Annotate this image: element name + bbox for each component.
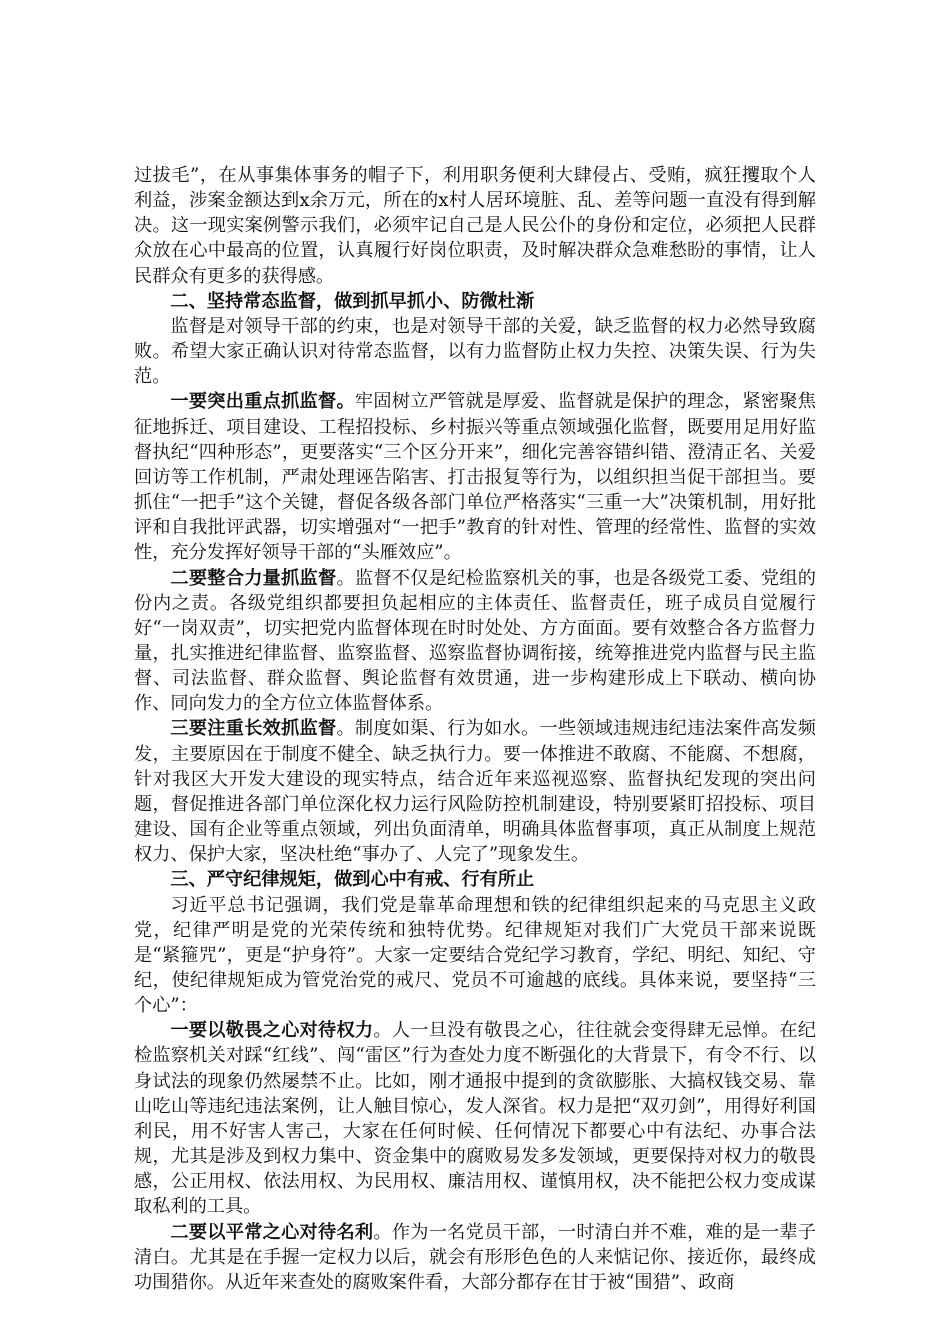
paragraph-lead: 三要注重长效抓监督 [170,718,337,740]
document-page [134,163,816,1295]
paragraph-supervision-intro: 监督是对领导干部的约束，也是对领导干部的关爱，缺乏监督的权力必然导致腐败。希望大家正确认识对待常态监督，以有力监督防止权力失控、决策失误、行为失范。 [134,315,816,388]
section-heading-3: 三、严守纪律规矩，做到心中有戒、行有所止 [170,869,535,891]
paragraph-lead: 一要以敬畏之心对待权力 [170,1020,374,1042]
paragraph-power-awe: 一要以敬畏之心对待权力。人一旦没有敬畏之心，往往就会变得肆无忌惮。在纪检监察机关对踩“红线”、闯“雷区”行为查处力度不断强化的大背景下，有令不行、以身试法的现象仍然屡禁不止。比如，刚才通报中提到的贪欲膨胀、大搞权钱交易、靠山吃山等违纪违法案例，让人触目惊心，发人深省。权力是把“双刃剑”，用得好利国利民，用不好害人害己，大家在任何时候、任何情况下都要心中有法纪、办事合法规，尤其是涉及到权力集中、资金集中的腐败易发多发领域，更要保持对权力的敬畏感，公正用权、依法用权、为民用权、廉洁用权、谨慎用权，决不能把公权力变成谋取私利的工具。 [134,1020,816,1218]
paragraph-fame-profit: 二要以平常之心对待名利。作为一名党员干部，一时清白并不难，难的是一辈子清白。尤其是在手握一定权力以后，就会有形形色色的人来惦记你、接近你，最终成功围猎你。从近年来查处的腐败案件看，大部分都存在甘于被“围猎”、政商 [134,1221,816,1293]
section-heading-2: 二、坚持常态监督，做到抓早抓小、防微杜渐 [170,290,535,312]
paragraph-key-supervision: 一要突出重点抓监督。牢固树立严管就是厚爱、监督就是保护的理念，紧密聚焦征地拆迁、项目建设、工程招投标、乡村振兴等重点领域强化监督，既要用足用好监督执纪“四种形态”，更要落实“三个区分开来”，细化完善容错纠错、澄清正名、关爱回访等工作机制，严肃处理诬告陷害、打击报复等行为，以组织担当促干部担当。要抓住“一把手”这个关键，督促各级各部门单位严格落实“三重一大”决策机制，用好批评和自我批评武器，切实增强对“一把手”教育的针对性、管理的经常性、监督的实效性，充分发挥好领导干部的“头雁效应”。 [134,391,816,564]
paragraph-lead: 二要以平常之心对待名利 [170,1221,374,1243]
paragraph-longterm-supervision: 三要注重长效抓监督。制度如渠、行为如水。一些领域违规违纪违法案件高发频发，主要原因在于制度不健全、缺乏执行力。要一体推进不敢腐、不能腐、不想腐，针对我区大开发大建设的现实特点，结合近年来巡视巡察、监督执纪发现的突出问题，督促推进各部门单位深化权力运行风险防控机制建设，特别要紧盯招投标、项目建设、国有企业等重点领域，列出负面清单，明确具体监督事项，真正从制度上规范权力、保护大家，坚决杜绝“事办了、人完了”现象发生。 [134,718,816,866]
paragraph-integrated-supervision: 二要整合力量抓监督。监督不仅是纪检监察机关的事，也是各级党工委、党组的份内之责。各级党组织都要担负起相应的主体责任、监督责任，班子成员自觉履行好“一岗双责”，切实把党内监督体现在时时处处、方方面面。要有效整合各方监督力量，扎实推进纪律监督、监察监督、巡察监督协调衔接，统筹推进党内监督与民主监督、司法监督、群众监督、舆论监督有效贯通，进一步构建形成上下联动、横向协作、同向发力的全方位立体监督体系。 [134,567,816,715]
paragraph-lead: 二要整合力量抓监督 [170,567,337,589]
paragraph-discipline-intro: 习近平总书记强调，我们党是靠革命理想和铁的纪律组织起来的马克思主义政党，纪律严明是党的光荣传统和独特优势。纪律规矩对我们广大党员干部来说既是“紧箍咒”，更是“护身符”。大家一定要结合党纪学习教育，学纪、明纪、知纪、守纪，使纪律规矩成为管党治党的戒尺、党员不可逾越的底线。具体来说，要坚持“三个心”： [134,894,816,1017]
paragraph-continuation: 过拔毛”，在从事集体事务的帽子下，利用职务便利大肆侵占、受贿，疯狂攫取个人利益，涉案金额达到x余万元，所在的x村人居环境脏、乱、差等问题一直没有得到解决。这一现实案例警示我们，必须牢记自己是人民公仆的身份和定位，必须把人民群众放在心中最高的位置，认真履行好岗位职责，及时解决群众急难愁盼的事情，让人民群众有更多的获得感。 [134,165,816,287]
paragraph-lead: 一要突出重点抓监督。 [170,391,355,413]
